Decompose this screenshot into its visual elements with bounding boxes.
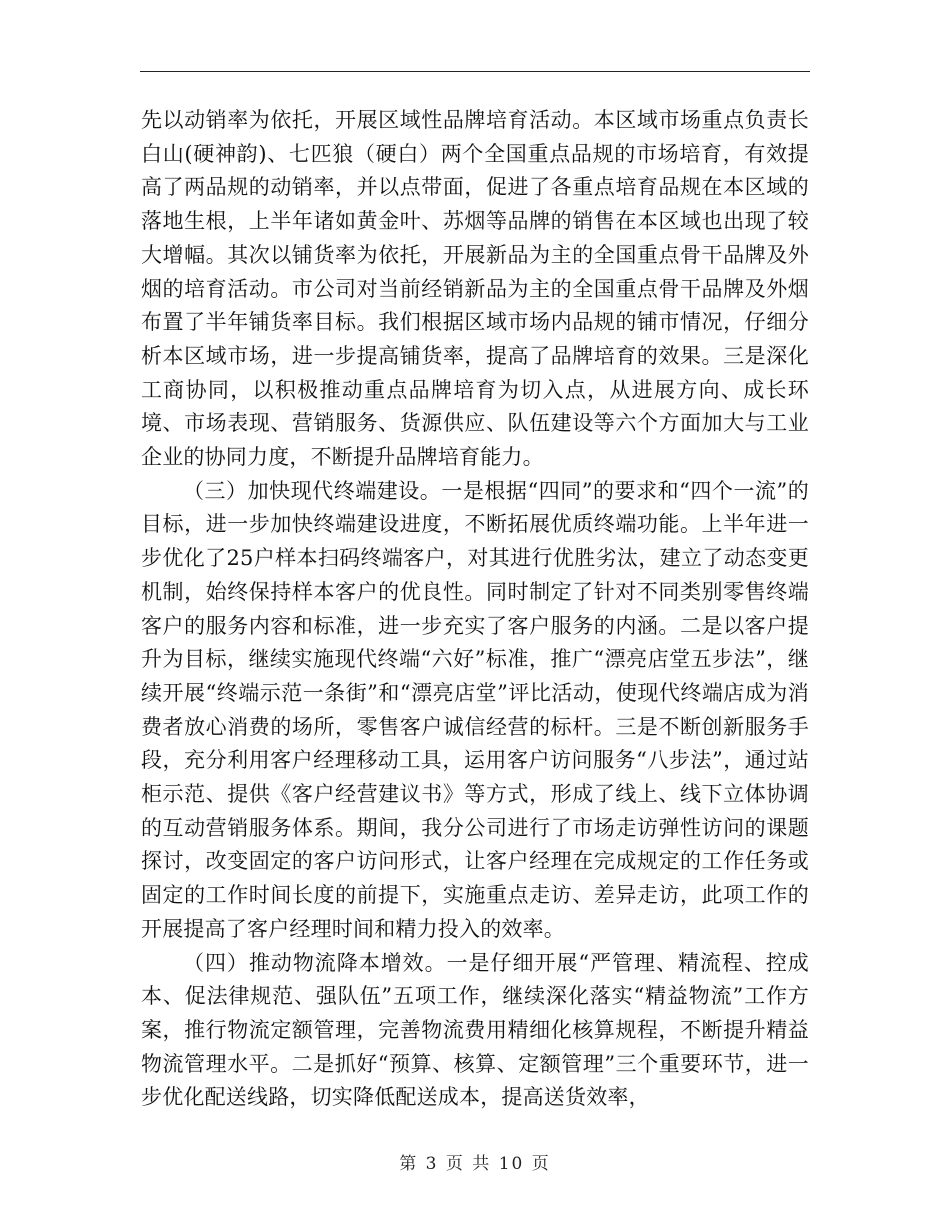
paragraph-modern-terminal: （三）加快现代终端建设。一是根据“四同”的要求和“四个一流”的目标，进一步加快终端建设进度，不断拓展优质终端功能。上半年进一步优化了25户样本扫码终端客户，对其进行优胜劣汰，建立了动态变更机制，始终保持样本客户的优良性。同时制定了针对不同类别零售终端客户的服务内容和标准，进一步充实了客户服务的内涵。二是以客户提升为目标，继续实施现代终端“六好”标准，推广“漂亮店堂五步法”，继续开展“终端示范一条街”和“漂亮店堂”评比活动，使现代终端店成为消费者放心消费的场所，零售客户诚信经营的标杆。三是不断创新服务手段，充分利用客户经理移动工具，运用客户访问服务“八步法”，通过站柜示范、提供《客户经营建议书》等方式，形成了线上、线下立体协调的互动营销服务体系。期间，我分公司进行了市场走访弹性访问的课题探讨，改变固定的客户访问形式，让客户经理在完成规定的工作任务或固定的工作时间长度的前提下，实施重点走访、差异走访，此项工作的开展提高了客户经理时间和精力投入的效率。 [141, 478, 809, 941]
paragraph-logistics: （四）推动物流降本增效。一是仔细开展“严管理、精流程、控成本、促法律规范、强队伍”五项工作，继续深化落实“精益物流”工作方案，推行物流定额管理，完善物流费用精细化核算规程，不断提升精益物流管理水平。二是抓好“预算、核算、定额管理”三个重要环节，进一步优化配送线路，切实降低配送成本，提高送货效率， [141, 950, 809, 1110]
document-body [141, 104, 809, 1115]
header-rule [140, 71, 810, 72]
paragraph-brand-cultivation: 先以动销率为依托，开展区域性品牌培育活动。本区域市场重点负责长白山(硬神韵)、七匹狼（硬白）两个全国重点品规的市场培育，有效提高了两品规的动销率，并以点带面，促进了各重点培育品规在本区域的落地生根，上半年诸如黄金叶、苏烟等品牌的销售在本区域也出现了较大增幅。其次以铺货率为依托，开展新品为主的全国重点骨干品牌及外烟的培育活动。市公司对当前经销新品为主的全国重点骨干品牌及外烟布置了半年铺货率目标。我们根据区域市场内品规的铺市情况，仔细分析本区域市场，进一步提高铺货率，提高了品牌培育的效果。三是深化工商协同，以积极推动重点品牌培育为切入点，从进展方向、成长环境、市场表现、营销服务、货源供应、队伍建设等六个方面加大与工业企业的协同力度，不断提升品牌培育能力。 [141, 108, 809, 470]
page-number: 第 3 页 共 10 页 [399, 1154, 551, 1174]
